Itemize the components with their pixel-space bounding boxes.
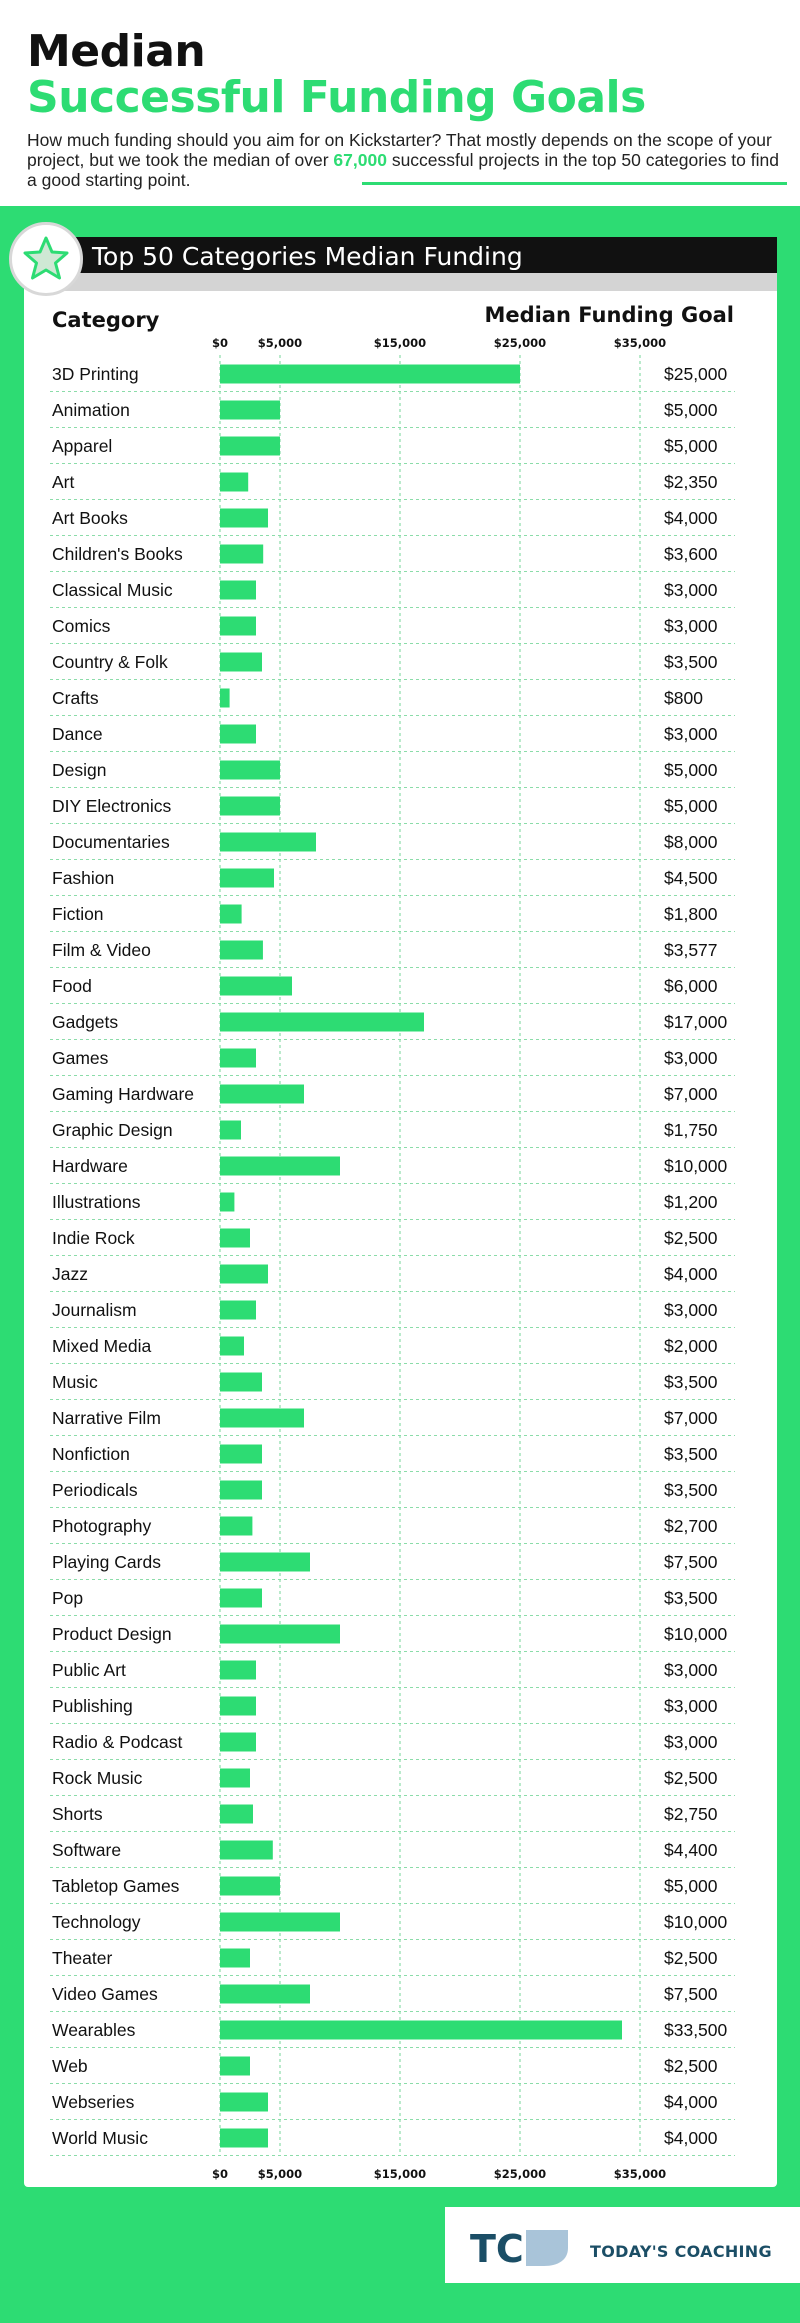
bar-11 [220,761,280,780]
bar-25 [220,1265,268,1284]
category-label-4: Art Books [52,508,128,528]
category-label-46: Wearables [52,2020,136,2040]
bar-31 [220,1481,262,1500]
intro-text-start: How much funding should you aim for on Kickstarter? That mostly depends on the scope of your project, but we took the median of over [27,130,772,170]
value-label-40: $2,750 [664,1804,718,1824]
category-label-24: Indie Rock [52,1228,135,1248]
category-label-34: Pop [52,1588,84,1608]
x-tick-label-bottom-0: $0 [211,2167,229,2181]
x-tick-label-top-0: $0 [211,336,229,350]
bar-43 [220,1913,340,1932]
x-tick-label-bottom-3: $25,000 [493,2167,547,2181]
bar-22 [220,1157,340,1176]
value-label-28: $3,500 [664,1372,718,1392]
bar-18 [220,1013,424,1032]
category-label-1: Animation [52,400,130,420]
bar-44 [220,1949,250,1968]
value-label-49: $4,000 [664,2128,718,2148]
bar-13 [220,833,316,852]
value-label-11: $5,000 [664,760,718,780]
value-label-13: $8,000 [664,832,718,852]
value-label-24: $2,500 [664,1228,718,1248]
category-label-27: Mixed Media [52,1336,152,1356]
value-label-3: $2,350 [664,472,718,492]
value-label-12: $5,000 [664,796,718,816]
value-label-42: $5,000 [664,1876,718,1896]
category-label-23: Illustrations [52,1192,141,1212]
intro-text-end: successful projects in the top 50 categories to find a good starting point. [27,150,779,190]
value-label-0: $25,000 [664,364,728,384]
category-label-44: Theater [52,1948,113,1968]
category-label-42: Tabletop Games [52,1876,180,1896]
bar-29 [220,1409,304,1428]
value-label-27: $2,000 [664,1336,718,1356]
column-header-value: Median Funding Goal [484,303,734,327]
value-label-22: $10,000 [664,1156,728,1176]
value-label-31: $3,500 [664,1480,718,1500]
category-label-39: Rock Music [52,1768,143,1788]
value-label-9: $800 [664,688,703,708]
category-label-33: Playing Cards [52,1552,161,1572]
value-label-14: $4,500 [664,868,718,888]
category-label-45: Video Games [52,1984,158,2004]
bar-49 [220,2129,268,2148]
bar-36 [220,1661,256,1680]
bar-41 [220,1841,273,1860]
category-label-10: Dance [52,724,103,744]
brand-name: TODAY'S COACHING [590,2242,772,2261]
page-title-line2: Successful Funding Goals [27,72,646,123]
value-label-15: $1,800 [664,904,718,924]
panel-title-shadow [64,273,777,291]
category-label-37: Publishing [52,1696,133,1716]
bar-14 [220,869,274,888]
category-label-29: Narrative Film [52,1408,161,1428]
bar-39 [220,1769,250,1788]
value-label-25: $4,000 [664,1264,718,1284]
value-label-21: $1,750 [664,1120,718,1140]
category-label-15: Fiction [52,904,104,924]
bar-19 [220,1049,256,1068]
bar-17 [220,977,292,996]
category-label-25: Jazz [52,1264,88,1284]
category-label-36: Public Art [52,1660,126,1680]
bar-40 [220,1805,253,1824]
category-label-22: Hardware [52,1156,128,1176]
tc-logo-text: TC [470,2227,524,2270]
category-label-38: Radio & Podcast [52,1732,183,1752]
category-label-17: Food [52,976,92,996]
category-label-26: Journalism [52,1300,137,1320]
bar-30 [220,1445,262,1464]
value-label-2: $5,000 [664,436,718,456]
value-label-43: $10,000 [664,1912,728,1932]
value-label-17: $6,000 [664,976,718,996]
category-label-5: Children's Books [52,544,183,564]
category-label-6: Classical Music [52,580,173,600]
value-label-38: $3,000 [664,1732,718,1752]
value-label-23: $1,200 [664,1192,718,1212]
value-label-45: $7,500 [664,1984,718,2004]
value-label-34: $3,500 [664,1588,718,1608]
intro-highlight: 67,000 [333,150,387,170]
bar-34 [220,1589,262,1608]
value-label-36: $3,000 [664,1660,718,1680]
category-label-13: Documentaries [52,832,170,852]
category-label-31: Periodicals [52,1480,138,1500]
category-label-47: Web [52,2056,88,2076]
bar-1 [220,401,280,420]
bar-45 [220,1985,310,2004]
value-label-18: $17,000 [664,1012,728,1032]
bar-7 [220,617,256,636]
value-label-47: $2,500 [664,2056,718,2076]
value-label-39: $2,500 [664,1768,718,1788]
value-label-46: $33,500 [664,2020,728,2040]
category-label-32: Photography [52,1516,152,1536]
value-label-32: $2,700 [664,1516,718,1536]
bar-24 [220,1229,250,1248]
value-label-48: $4,000 [664,2092,718,2112]
tc-logo-icon [468,2226,568,2270]
bar-4 [220,509,268,528]
column-header-category: Category [52,308,160,332]
x-tick-label-top-4: $35,000 [613,336,667,350]
category-label-7: Comics [52,616,111,636]
value-label-5: $3,600 [664,544,718,564]
bar-42 [220,1877,280,1896]
value-label-10: $3,000 [664,724,718,744]
bar-2 [220,437,280,456]
value-label-29: $7,000 [664,1408,718,1428]
bar-12 [220,797,280,816]
panel-title-bar [64,237,777,273]
bar-26 [220,1301,256,1320]
value-label-20: $7,000 [664,1084,718,1104]
value-label-1: $5,000 [664,400,718,420]
bar-16 [220,941,263,960]
x-tick-label-bottom-2: $15,000 [373,2167,427,2181]
bar-33 [220,1553,310,1572]
bar-6 [220,581,256,600]
category-label-12: DIY Electronics [52,796,172,816]
category-label-49: World Music [52,2128,148,2148]
category-label-43: Technology [52,1912,141,1932]
bar-10 [220,725,256,744]
category-label-21: Graphic Design [52,1120,173,1140]
x-tick-label-bottom-4: $35,000 [613,2167,667,2181]
category-label-41: Software [52,1840,122,1860]
bar-20 [220,1085,304,1104]
value-label-4: $4,000 [664,508,718,528]
category-label-40: Shorts [52,1804,103,1824]
x-tick-label-top-1: $5,000 [257,336,303,350]
bar-38 [220,1733,256,1752]
value-label-8: $3,500 [664,652,718,672]
x-tick-label-top-2: $15,000 [373,336,427,350]
category-label-2: Apparel [52,436,113,456]
value-label-44: $2,500 [664,1948,718,1968]
bar-8 [220,653,262,672]
bar-21 [220,1121,241,1140]
bar-5 [220,545,263,564]
star-icon [22,235,70,283]
category-label-28: Music [52,1372,98,1392]
x-tick-label-bottom-1: $5,000 [257,2167,303,2181]
value-label-7: $3,000 [664,616,718,636]
bar-3 [220,473,248,492]
bar-37 [220,1697,256,1716]
category-label-48: Webseries [52,2092,135,2112]
panel-title: Top 50 Categories Median Funding [92,242,523,271]
category-label-14: Fashion [52,868,115,888]
category-label-19: Games [52,1048,109,1068]
bar-47 [220,2057,250,2076]
bar-9 [220,689,230,708]
bar-27 [220,1337,244,1356]
star-badge [9,222,83,296]
category-label-16: Film & Video [52,940,151,960]
value-label-19: $3,000 [664,1048,718,1068]
bar-35 [220,1625,340,1644]
category-label-3: Art [52,472,75,492]
bar-48 [220,2093,268,2112]
x-tick-label-top-3: $25,000 [493,336,547,350]
value-label-30: $3,500 [664,1444,718,1464]
value-label-33: $7,500 [664,1552,718,1572]
category-label-35: Product Design [52,1624,172,1644]
value-label-41: $4,400 [664,1840,718,1860]
bar-15 [220,905,242,924]
category-label-18: Gadgets [52,1012,119,1032]
bar-32 [220,1517,252,1536]
bar-28 [220,1373,262,1392]
value-label-35: $10,000 [664,1624,728,1644]
value-label-37: $3,000 [664,1696,718,1716]
category-label-0: 3D Printing [52,364,139,384]
bar-46 [220,2021,622,2040]
value-label-6: $3,000 [664,580,718,600]
bar-23 [220,1193,234,1212]
category-label-30: Nonfiction [52,1444,130,1464]
category-label-11: Design [52,760,107,780]
category-label-8: Country & Folk [52,652,168,672]
page-title-line1: Median [27,26,206,77]
bar-0 [220,365,520,384]
value-label-26: $3,000 [664,1300,718,1320]
value-label-16: $3,577 [664,940,718,960]
category-label-20: Gaming Hardware [52,1084,194,1104]
category-label-9: Crafts [52,688,99,708]
